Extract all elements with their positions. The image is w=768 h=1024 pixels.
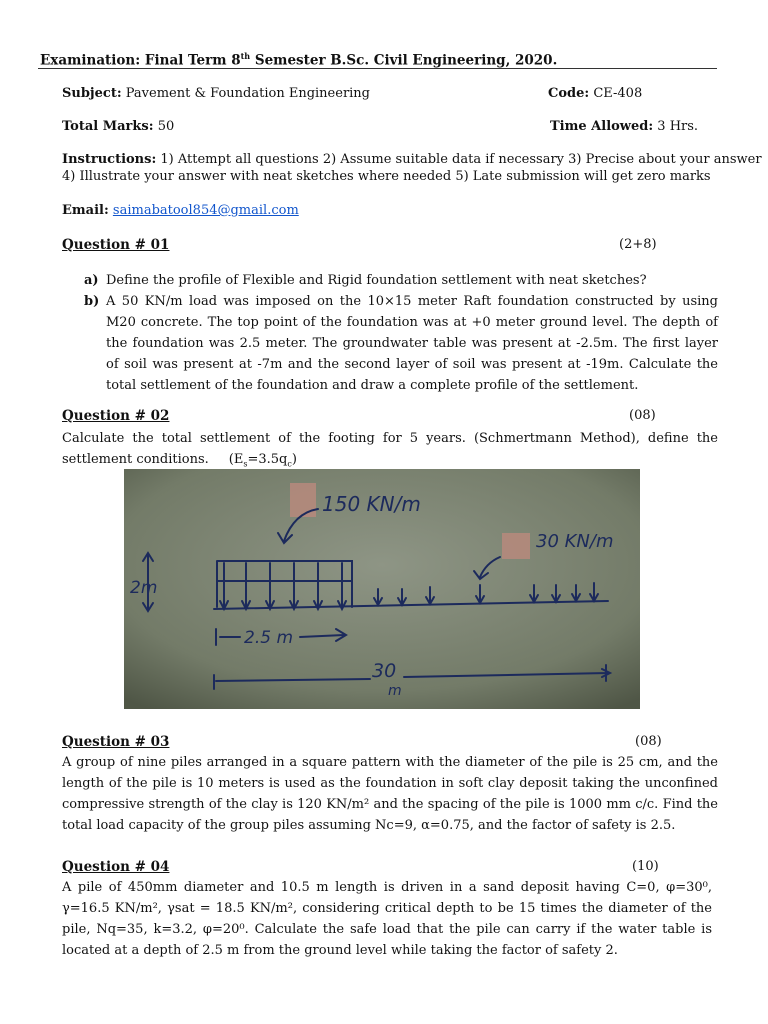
total-marks-line bbox=[62, 119, 174, 134]
subject-value: Pavement & Foundation Engineering bbox=[125, 86, 371, 101]
footing-sketch-photo bbox=[124, 469, 640, 709]
pink-mark-2 bbox=[502, 533, 530, 559]
email-link[interactable]: saimabatool854@gmail.com bbox=[112, 203, 299, 218]
q2-marks: (08) bbox=[629, 408, 656, 423]
q3-marks: (08) bbox=[635, 734, 662, 749]
instructions-text-2: 4) Illustrate your answer with neat sketches where needed 5) Late submission will get zero marks bbox=[62, 169, 711, 184]
code-line bbox=[548, 86, 642, 101]
q2-text-body: Calculate the total settlement of the footing for 5 years. (Schmertmann Method), define the settlement conditions. bbox=[62, 431, 718, 467]
subject-line bbox=[62, 86, 370, 101]
length-label: 30 bbox=[372, 660, 397, 682]
q1-marks: (2+8) bbox=[619, 237, 657, 252]
height-label: 2m bbox=[130, 578, 158, 598]
time-label: Time Allowed: bbox=[550, 119, 654, 134]
q2-es-sub2: c bbox=[287, 459, 292, 469]
instructions-label: Instructions: bbox=[62, 152, 157, 167]
q2-es-formula bbox=[229, 452, 297, 467]
exam-header-sup: th bbox=[240, 51, 251, 61]
email-label: Email: bbox=[62, 203, 109, 218]
q1-part-b bbox=[84, 291, 718, 396]
q1-part-a bbox=[84, 270, 718, 291]
q2-es-sub1: s bbox=[243, 459, 248, 469]
instructions-line-1 bbox=[62, 152, 762, 167]
q3-title: Question # 03 bbox=[62, 734, 170, 750]
instructions-line-2 bbox=[62, 169, 711, 184]
q1-part-b-text: A 50 KN/m load was imposed on the 10×15 meter Raft foundation constructed by using M20 concrete. The top point of the foundation was at +0 meter ground level. The depth of the foundation was 2.5 meter. The groundwater table was present at -2.5m. The first layer of soil was present at -7m and the second layer of soil was present at -19m. Calculate the total settlement of the foundation and draw a complete profile of the settlement. bbox=[106, 294, 718, 393]
total-marks-value: 50 bbox=[157, 119, 175, 134]
q4-text: A pile of 450mm diameter and 10.5 m length is driven in a sand deposit having C=0, φ=30⁰, γ=16.5 KN/m², γsat = 18.5 KN/m², considering critical depth to be 15 times the diameter of the pile, Nq=35, k=3.2, φ=20⁰. Calculate the safe load that the pile can carry if the water table is located at a depth of 2.5 m from the ground level while taking the factor of safety 2. bbox=[62, 880, 712, 958]
subject-label: Subject: bbox=[62, 86, 122, 101]
load1-label: 150 KN/m bbox=[322, 492, 421, 516]
q2-es-prefix: (E bbox=[228, 452, 244, 467]
q2-title: Question # 02 bbox=[62, 408, 170, 424]
q2-text bbox=[62, 428, 718, 475]
exam-header-text: Examination: Final Term 8 bbox=[40, 52, 241, 69]
pink-mark-1 bbox=[290, 483, 316, 517]
q1-part-a-text: Define the profile of Flexible and Rigid foundation settlement with neat sketches? bbox=[106, 273, 647, 288]
q1-part-a-label: a) bbox=[84, 273, 99, 288]
q4-marks: (10) bbox=[632, 859, 659, 874]
load2-label: 30 KN/m bbox=[536, 531, 614, 552]
header-rule bbox=[38, 68, 717, 69]
q1-part-b-label: b) bbox=[84, 294, 100, 309]
length-unit-label: m bbox=[388, 683, 402, 699]
code-value: CE-408 bbox=[593, 86, 643, 101]
q3-text: A group of nine piles arranged in a square pattern with the diameter of the pile is 25 cm, and the length of the pile is 10 meters is used as the foundation in soft clay deposit taking the unconfined compressive strength of the clay is 120 KN/m² and the spacing of the pile is 1000 mm c/c. Find the total load capacity of the group piles assuming Nc=9, α=0.75, and the factor of safety is 2.5. bbox=[62, 755, 718, 833]
exam-header-suffix: Semester B.Sc. Civil Engineering, 2020. bbox=[250, 52, 558, 69]
exam-header bbox=[40, 51, 557, 69]
q4-title: Question # 04 bbox=[62, 859, 170, 875]
code-label: Code: bbox=[548, 86, 590, 101]
time-line bbox=[550, 119, 698, 134]
total-marks-label: Total Marks: bbox=[62, 119, 154, 134]
instructions-text-1: 1) Attempt all questions 2) Assume suitable data if necessary 3) Precise about your answer bbox=[160, 152, 762, 167]
q1-title: Question # 01 bbox=[62, 237, 170, 253]
email-line bbox=[62, 203, 299, 218]
q2-es-suffix: ) bbox=[291, 452, 297, 467]
q2-es-mid: =3.5q bbox=[247, 452, 288, 467]
time-value: 3 Hrs. bbox=[657, 119, 699, 134]
width-label: 2.5 m bbox=[244, 628, 293, 648]
